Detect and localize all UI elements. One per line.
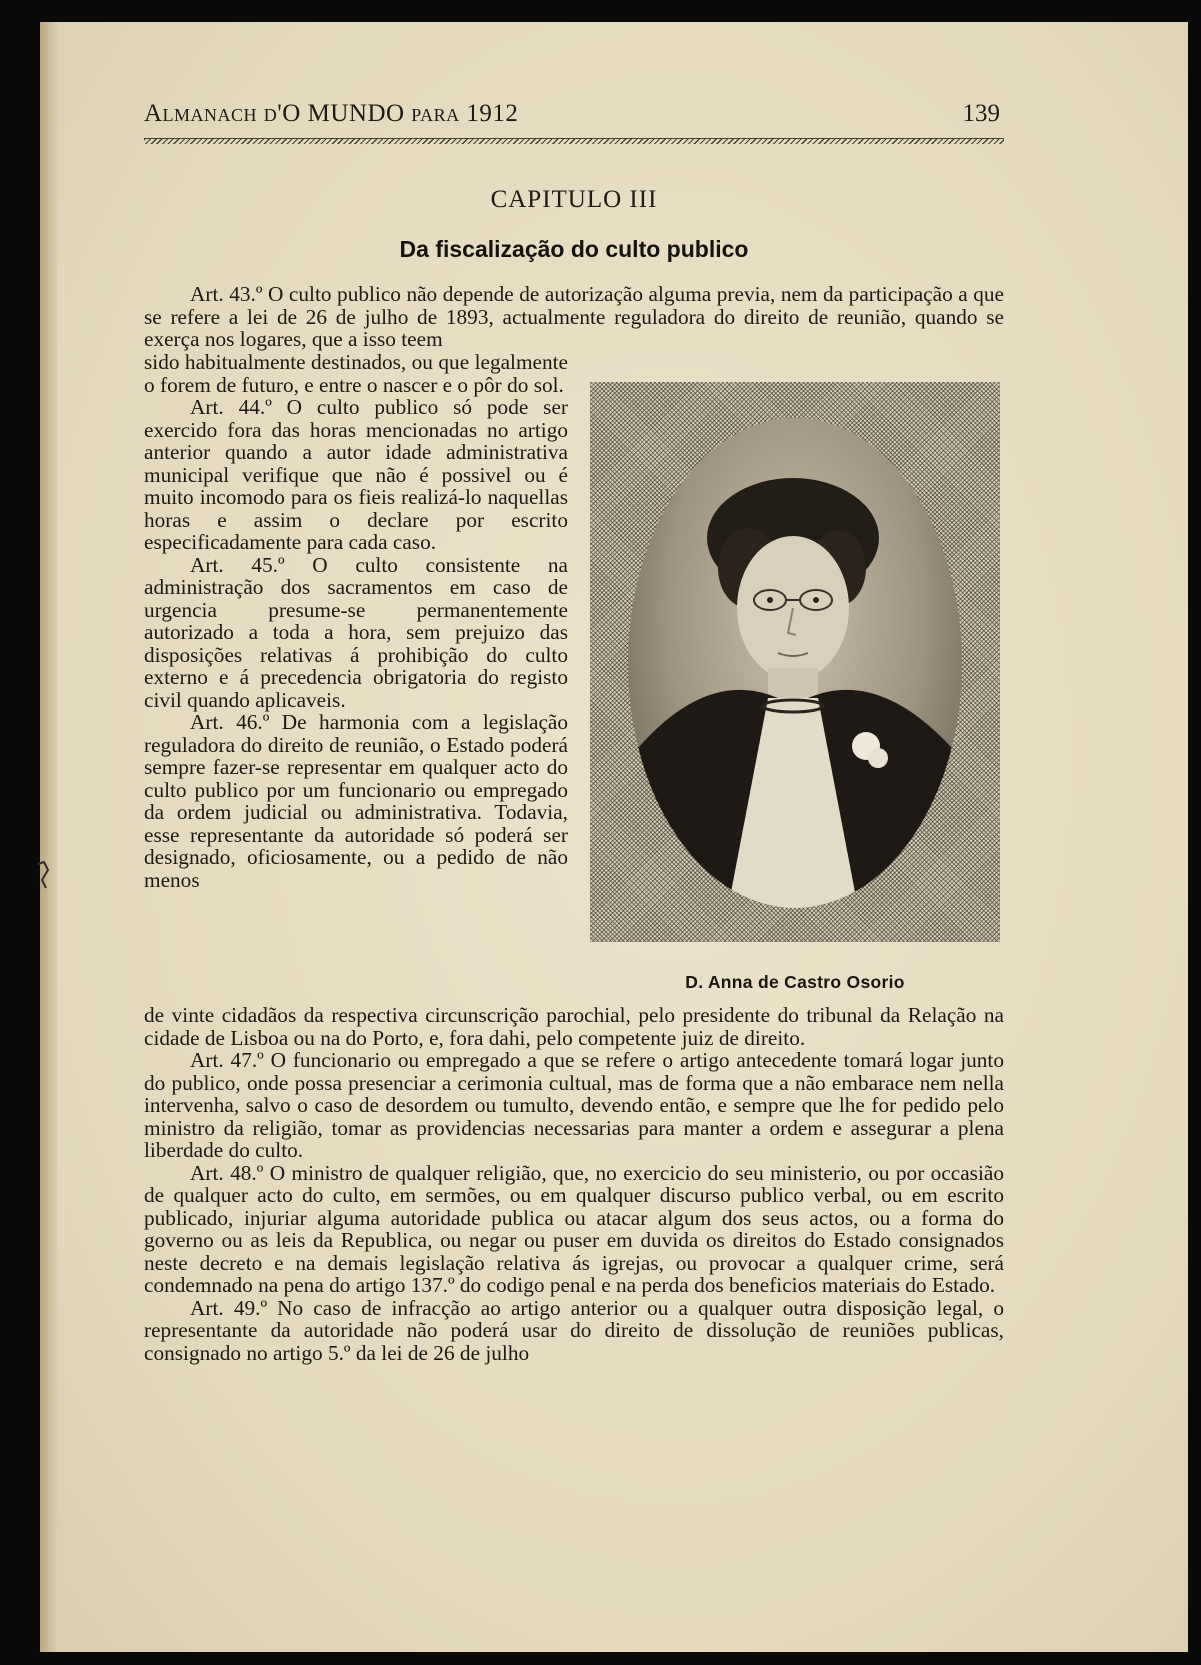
binding-edge — [40, 22, 58, 1652]
portrait-illustration — [628, 418, 962, 908]
paragraph: de vinte cidadãos da respectiva circunscrição parochial, pelo presidente do tribunal da Relação na cidade de Lisboa ou na do Porto, e, fora dahi, pelo competente juiz de direito. — [144, 1003, 1004, 1050]
section-title: Da fiscalização do culto publico — [399, 236, 749, 262]
paragraph: Art. 48.º O ministro de qualquer religião, que, no exercicio do seu ministerio, ou por occasião de qualquer acto do culto, em sermões, ou em qualquer discurso publico verbal, ou em escrito publicado, injuriar alguma autoridade publica ou atacar algum dos seus actos, ou a forma do governo ou as leis da Republica, ou negar ou puser em duvida os direitos do Estado consignados neste decreto e na demais legislação relativa ás igrejas, ou provocar a qualquer crime, será condemnado na pena do artigo 137.º do codigo penal e na perda dos beneficios materiais do Estado. — [144, 1160, 1004, 1297]
page-number: 139 — [962, 100, 1000, 127]
text-bottom — [144, 1004, 1004, 1364]
running-title: Almanach d'O MUNDO para 1912 — [144, 100, 519, 127]
paragraph: sido habitualmente destinados, ou que legalmente o forem de futuro, e entre o nascer e o pôr do sol. — [144, 350, 568, 397]
portrait-caption: D. Anna de Castro Osorio — [685, 972, 905, 992]
paragraph: Art. 43.º O culto publico não depende de autorização alguma previa, nem da participação a que se refere a lei de 26 de julho de 1893, actualmente reguladora do direito de reunião, quando se exerça nos logares, que a isso teem — [144, 282, 1004, 351]
paragraph: Art. 45.º O culto consistente na administração dos sacramentos em caso de urgencia presume-se permanentemente autorizado a toda a hora, sem prejuizo das disposições relativas á prohibição do culto externo e á precedencia obrigatoria do registo civil quando aplicaveis. — [144, 552, 568, 712]
paragraph: Art. 49.º No caso de infracção ao artigo anterior ou a qualquer outra disposição legal, o representante da autoridade não poderá usar do direito de dissolução de reuniões publicas, consignado no artigo 5.º da lei de 26 de julho — [144, 1295, 1004, 1365]
paragraph: Art. 46.º De harmonia com a legislação reguladora do direito de reunião, o Estado poderá sempre fazer-se representar em qualquer acto do culto publico por um funcionario ou empregado da ordem judicial ou administrativa. Todavia, esse representante da autoridade só poderá ser designado, oficiosamente, ou a pedido de não menos — [144, 710, 568, 892]
article-43-paragraph — [144, 283, 1004, 351]
paragraph: Art. 47.º O funcionario ou empregado a que se refere o artigo antecedente tomará logar junto do publico, onde possa presenciar a cerimonia cultual, mas de forma que a não embarace nem nella intervenha, salvo o caso de desordem ou tumulto, devendo então, e sempre que lhe for pedido pelo ministro da religião, tomar as providencias necessarias para manter a ordem e assegurar a plena liberdade do culto. — [144, 1048, 1004, 1162]
header-rule — [144, 138, 1004, 144]
chapter-title: CAPITULO III — [490, 186, 658, 213]
paragraph: Art. 44.º O culto publico só pode ser exercido fora das horas mencionadas no artigo anterior quando a autor idade administrativa municipal verifique que não é possivel ou é muito incomodo para os fieis realizá-lo naquellas horas e assim o declare por escrito especificadamente para cada caso. — [144, 395, 568, 554]
text-column-left — [144, 351, 568, 891]
running-header — [144, 100, 1000, 132]
portrait-oval — [628, 418, 962, 908]
page-edge-mark — [36, 860, 52, 890]
portrait-image — [590, 382, 1000, 942]
